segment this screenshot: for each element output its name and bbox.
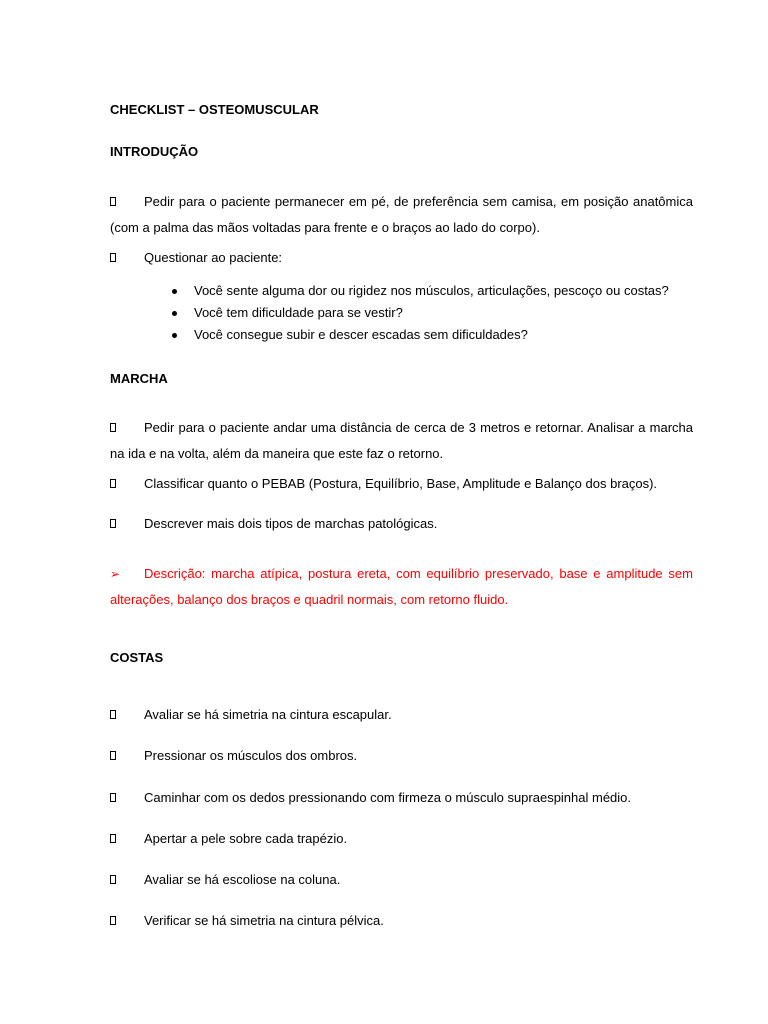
section-heading-costas: COSTAS — [110, 650, 164, 665]
checkbox-icon — [110, 748, 124, 766]
costas-item: Apertar a pele sobre cada trapézio. — [144, 831, 348, 846]
arrow-bullet-icon: ➢ — [110, 567, 121, 581]
checkbox-icon — [110, 250, 124, 268]
bullet-icon — [172, 311, 177, 316]
costas-item: Avaliar se há simetria na cintura escapular. — [144, 707, 392, 722]
marcha-item-2: Classificar quanto o PEBAB (Postura, Equilíbrio, Base, Amplitude e Balanço dos braços). — [144, 476, 658, 491]
intro-item-2: Questionar ao paciente: — [144, 250, 283, 265]
marcha-item-3: Descrever mais dois tipos de marchas patológicas. — [144, 516, 438, 531]
section-heading-introducao: INTRODUÇÃO — [110, 144, 199, 159]
question-item: Você consegue subir e descer escadas sem dificuldades? — [194, 327, 528, 342]
checkbox-icon — [110, 831, 124, 849]
bullet-icon — [172, 289, 177, 294]
costas-item: Caminhar com os dedos pressionando com firmeza o músculo supraespinhal médio. — [144, 790, 632, 805]
checkbox-icon — [110, 913, 124, 931]
document-title: CHECKLIST – OSTEOMUSCULAR — [110, 102, 319, 117]
checkbox-icon — [110, 872, 124, 890]
marcha-description: Descrição: marcha atípica, postura ereta, com equilíbrio preservado, base e amplitude sem alterações, balanço dos braços e quadril normais, com retorno fluido. — [110, 566, 693, 607]
question-item: Você sente alguma dor ou rigidez nos músculos, articulações, pescoço ou costas? — [194, 283, 669, 298]
question-item: Você tem dificuldade para se vestir? — [194, 305, 403, 320]
costas-item: Avaliar se há escoliose na coluna. — [144, 872, 341, 887]
costas-item: Pressionar os músculos dos ombros. — [144, 748, 358, 763]
checkbox-icon — [110, 516, 124, 534]
marcha-item-1: Pedir para o paciente andar uma distância de cerca de 3 metros e retornar. Analisar a marcha na ida e na volta, além da maneira que este faz o retorno. — [110, 420, 693, 461]
section-heading-marcha: MARCHA — [110, 371, 168, 386]
bullet-icon — [172, 333, 177, 338]
checkbox-icon — [110, 707, 124, 725]
intro-item-1: Pedir para o paciente permanecer em pé, de preferência sem camisa, em posição anatômica (com a palma das mãos voltadas para frente e o braços ao lado do corpo). — [110, 194, 693, 235]
checkbox-icon — [110, 476, 124, 494]
checkbox-icon — [110, 790, 124, 808]
costas-item: Verificar se há simetria na cintura pélvica. — [144, 913, 384, 928]
